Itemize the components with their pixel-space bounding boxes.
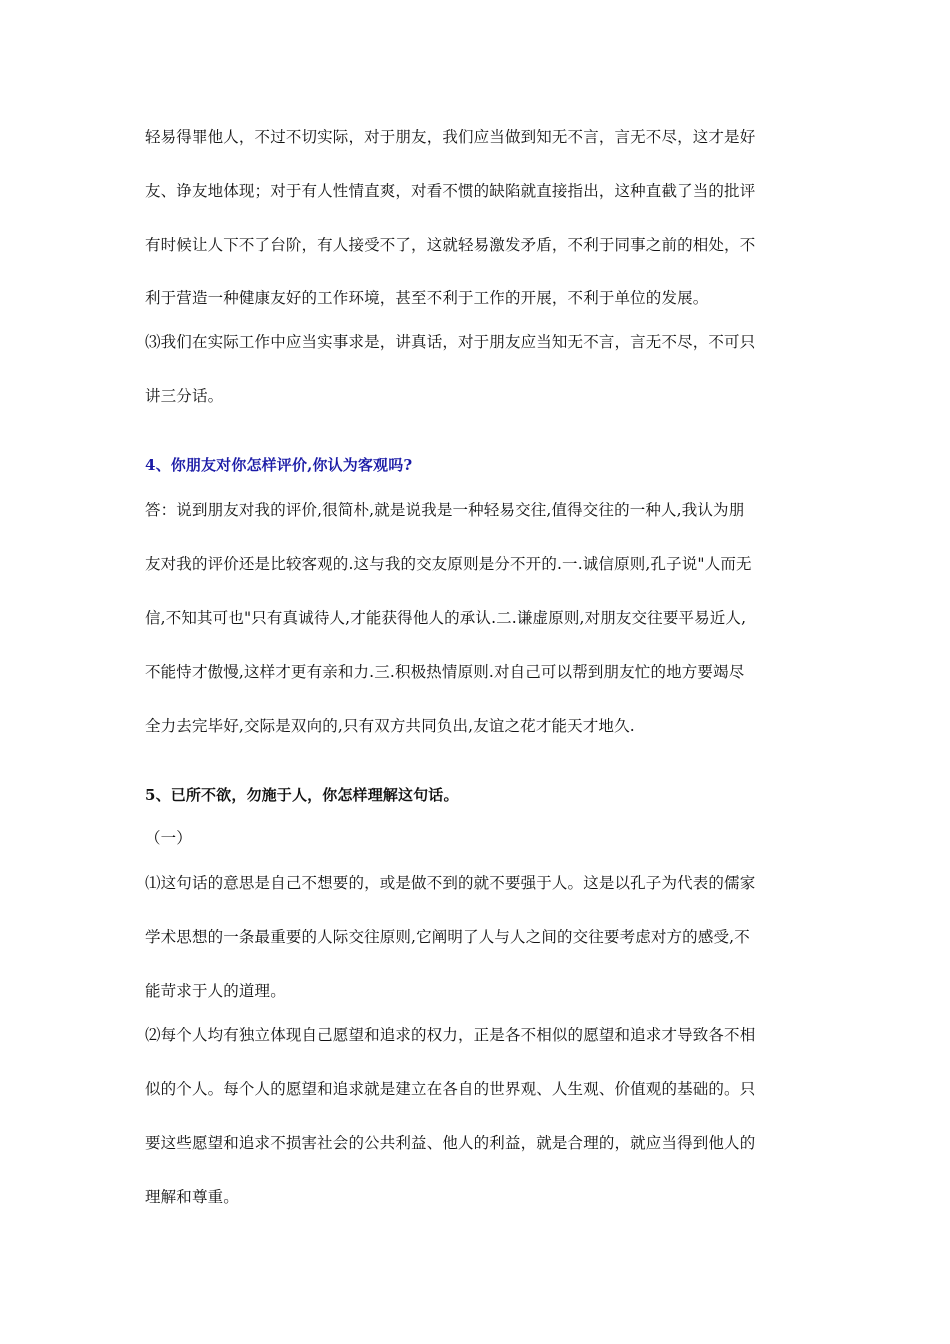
paragraph-line: 理解和尊重。 xyxy=(145,1188,239,1206)
paragraph-line: 能苛求于人的道理。 xyxy=(145,982,286,1000)
question-5-heading: 5、已所不欲，勿施于人，你怎样理解这句话。 xyxy=(145,786,459,804)
paragraph-line: 利于营造一种健康友好的工作环境，甚至不利于工作的开展，不利于单位的发展。 xyxy=(145,289,709,307)
answer-line: 全力去完毕好,交际是双向的,只有双方共同负出,友谊之花才能天才地久. xyxy=(145,717,635,735)
paragraph-line: 轻易得罪他人，不过不切实际，对于朋友，我们应当做到知无不言，言无不尽，这才是好 xyxy=(145,128,756,146)
section-marker: （一） xyxy=(145,829,192,847)
answer-line: 友对我的评价还是比较客观的.这与我的交友原则是分不开的.一.诚信原则,孔子说"人而无 xyxy=(145,555,752,573)
paragraph-line: ⑶我们在实际工作中应当实事求是，讲真话，对于朋友应当知无不言，言无不尽，不可只 xyxy=(145,333,756,351)
paragraph-line: 学术思想的一条最重要的人际交往原则,它阐明了人与人之间的交往要考虑对方的感受,不 xyxy=(145,928,750,946)
paragraph-line: 似的个人。每个人的愿望和追求就是建立在各自的世界观、人生观、价值观的基础的。只 xyxy=(145,1080,756,1098)
answer-line: 信,不知其可也"只有真诚待人,才能获得他人的承认.二.谦虚原则,对朋友交往要平易近人, xyxy=(145,609,747,627)
paragraph-line: ⑴这句话的意思是自己不想要的，或是做不到的就不要强于人。这是以孔子为代表的儒家 xyxy=(145,874,756,892)
paragraph-line: 讲三分话。 xyxy=(145,387,224,405)
paragraph-line: ⑵每个人均有独立体现自己愿望和追求的权力，正是各不相似的愿望和追求才导致各不相 xyxy=(145,1026,756,1044)
paragraph-line: 要这些愿望和追求不损害社会的公共利益、他人的利益，就是合理的，就应当得到他人的 xyxy=(145,1134,756,1152)
answer-line: 答：说到朋友对我的评价,很简朴,就是说我是一种轻易交往,值得交往的一种人,我认为朋 xyxy=(145,501,745,519)
paragraph-line: 友、诤友地体现；对于有人性情直爽，对看不惯的缺陷就直接指出，这种直截了当的批评 xyxy=(145,182,756,200)
question-4-heading: 4、你朋友对你怎样评价,你认为客观吗? xyxy=(145,456,413,474)
answer-line: 不能恃才傲慢,这样才更有亲和力.三.积极热情原则.对自己可以帮到朋友忙的地方要竭尽 xyxy=(145,663,745,681)
paragraph-line: 有时候让人下不了台阶，有人接受不了，这就轻易激发矛盾，不利于同事之前的相处，不 xyxy=(145,236,756,254)
